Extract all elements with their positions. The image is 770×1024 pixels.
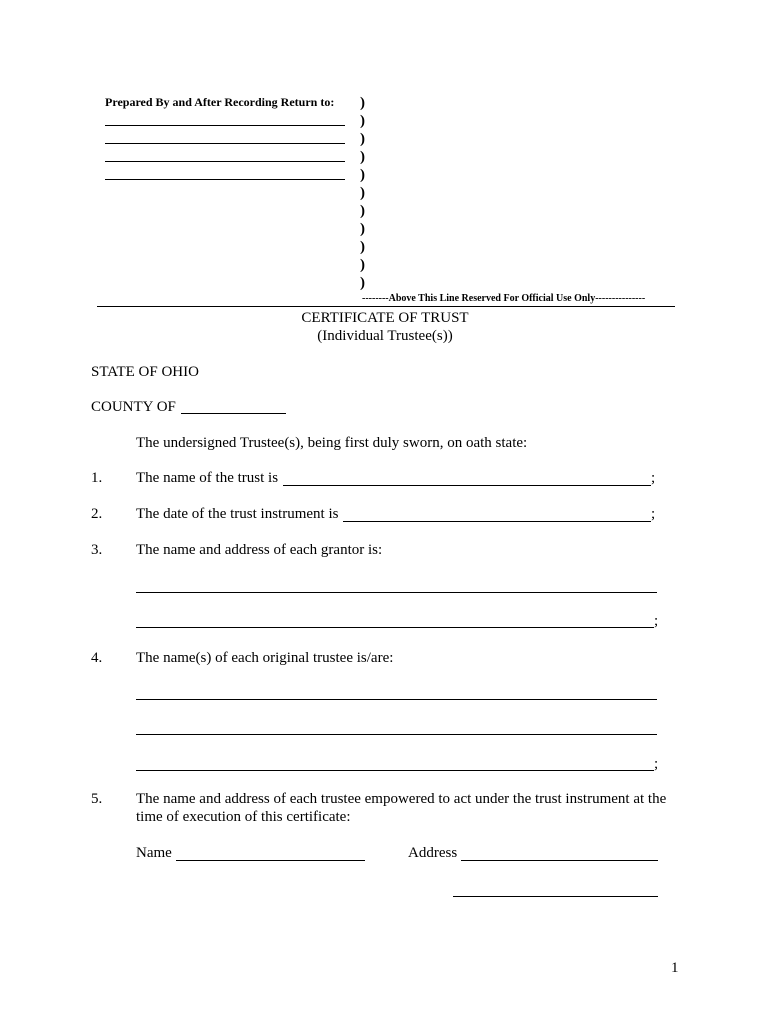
item-text: The name(s) of each original trustee is/are: bbox=[136, 650, 394, 666]
item-text-continued: time of execution of this certificate: bbox=[136, 809, 351, 825]
paren: ) bbox=[360, 239, 365, 255]
return-address-line-4[interactable] bbox=[105, 179, 345, 180]
official-use-notice bbox=[362, 293, 645, 304]
county-label: COUNTY OF bbox=[91, 399, 176, 415]
paren: ) bbox=[360, 167, 365, 183]
intro-text: The undersigned Trustee(s), being first duly sworn, on oath state: bbox=[136, 435, 528, 451]
name-label: Name bbox=[136, 845, 172, 861]
official-use-dashes-right: --------------- bbox=[595, 293, 646, 304]
official-use-text: Above This Line Reserved For Official Use Only bbox=[388, 293, 596, 304]
paren: ) bbox=[360, 131, 365, 147]
paren: ) bbox=[360, 257, 365, 273]
original-trustee-field-line-1[interactable] bbox=[136, 699, 657, 700]
trustee-name-field[interactable] bbox=[176, 860, 365, 861]
official-use-dashes-left: -------- bbox=[362, 293, 389, 304]
page-number: 1 bbox=[671, 960, 679, 976]
address-label: Address bbox=[408, 845, 458, 861]
document-title: CERTIFICATE OF TRUST bbox=[301, 310, 469, 326]
paren: ) bbox=[360, 185, 365, 201]
paren: ) bbox=[360, 113, 365, 129]
grantor-field-line-1[interactable] bbox=[136, 592, 657, 593]
item-number: 5. bbox=[91, 791, 103, 807]
state-label: STATE OF OHIO bbox=[91, 364, 199, 380]
item-end: ; bbox=[651, 506, 656, 522]
trust-date-field[interactable] bbox=[343, 521, 651, 522]
paren: ) bbox=[360, 95, 365, 111]
item-end: ; bbox=[654, 613, 659, 629]
item-text: The name of the trust is bbox=[136, 470, 279, 486]
original-trustee-field-line-2[interactable] bbox=[136, 734, 657, 735]
official-use-divider bbox=[97, 306, 675, 307]
item-number: 1. bbox=[91, 470, 103, 486]
county-field[interactable] bbox=[181, 413, 286, 414]
item-number: 2. bbox=[91, 506, 103, 522]
original-trustee-field-line-3[interactable] bbox=[136, 770, 654, 771]
item-number: 4. bbox=[91, 650, 103, 666]
trust-name-field[interactable] bbox=[283, 485, 651, 486]
trustee-address-field-line-1[interactable] bbox=[461, 860, 658, 861]
return-to-label: Prepared By and After Recording Return to: bbox=[105, 95, 335, 109]
paren: ) bbox=[360, 203, 365, 219]
item-text: The date of the trust instrument is bbox=[136, 506, 339, 522]
item-end: ; bbox=[654, 756, 659, 772]
grantor-field-line-2[interactable] bbox=[136, 627, 654, 628]
item-end: ; bbox=[651, 470, 656, 486]
item-text: The name and address of each grantor is: bbox=[136, 542, 383, 558]
trustee-address-field-line-2[interactable] bbox=[453, 896, 658, 897]
item-text: The name and address of each trustee empowered to act under the trust instrument at the bbox=[136, 791, 667, 807]
item-number: 3. bbox=[91, 542, 103, 558]
document-subtitle: (Individual Trustee(s)) bbox=[317, 328, 453, 344]
return-address-line-3[interactable] bbox=[105, 161, 345, 162]
return-address-line-2[interactable] bbox=[105, 143, 345, 144]
paren: ) bbox=[360, 275, 365, 291]
paren: ) bbox=[360, 221, 365, 237]
return-address-line-1[interactable] bbox=[105, 125, 345, 126]
paren: ) bbox=[360, 149, 365, 165]
